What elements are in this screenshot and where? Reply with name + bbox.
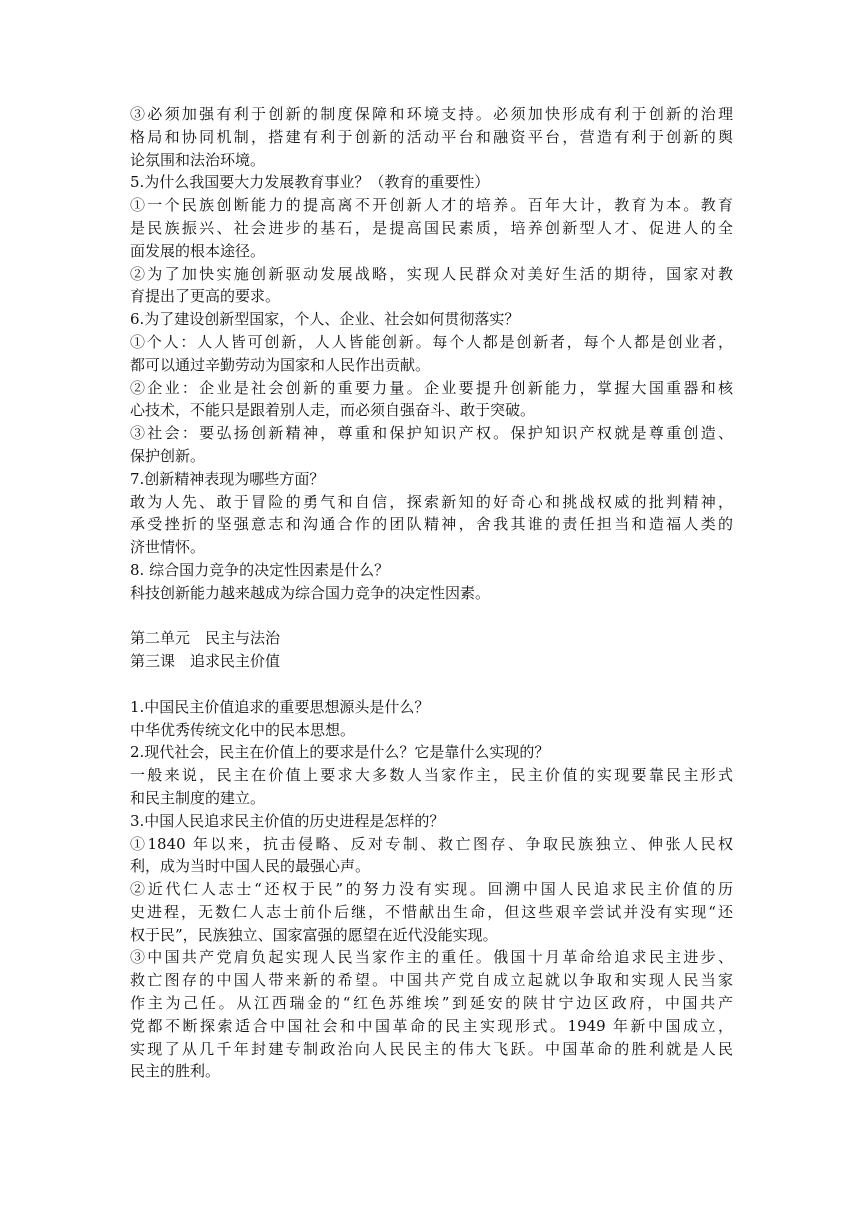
text-line: 党都不断探索适合中国社会和中国革命的民主实现形式。1949 年新中国成立， bbox=[130, 1016, 733, 1035]
text-line: ②近代仁人志士“还权于民”的努力没有实现。回溯中国人民追求民主价值的历 bbox=[130, 880, 733, 899]
text-line: 面发展的根本途径。 bbox=[130, 241, 266, 260]
blank-line bbox=[130, 605, 733, 628]
text-line: 权于民”，民族独立、国家富强的愿望在近代没能实现。 bbox=[130, 925, 498, 944]
text-line: 救亡图存的中国人带来新的希望。中国共产党自成立起就以争取和实现人民当家 bbox=[130, 971, 733, 990]
text-line: ①1840 年以来，抗击侵略、反对专制、救亡图存、争取民族独立、伸张人民权 bbox=[130, 834, 733, 853]
text-line: ①一个民族创断能力的提高离不开创新人才的培养。百年大计，教育为本。教育 bbox=[130, 196, 733, 215]
text-line: 5.为什么我国要大力发展教育事业？（教育的重要性） bbox=[130, 173, 490, 192]
text-line: 实现了从几千年封建专制政治向人民民主的伟大飞跃。中国革命的胜利就是人民 bbox=[130, 1039, 733, 1058]
text-line: 济世情怀。 bbox=[130, 538, 206, 557]
text-line: 心技术，不能只是跟着别人走，而必须自强奋斗、敢于突破。 bbox=[130, 401, 536, 420]
text-line: 都可以通过辛勤劳动为国家和人民作出贡献。 bbox=[130, 355, 431, 374]
text-line: 第三课 追求民主价值 bbox=[130, 652, 281, 671]
text-line: 6.为了建设创新型国家，个人、企业、社会如何贯彻落实？ bbox=[130, 310, 520, 329]
text-line: 1.中国民主价值追求的重要思想源头是什么？ bbox=[130, 697, 430, 716]
text-line: 2.现代社会，民主在价值上的要求是什么？它是靠什么实现的？ bbox=[130, 743, 550, 762]
text-line: 7.创新精神表现为哪些方面？ bbox=[130, 469, 325, 488]
text-line: 中华优秀传统文化中的民本思想。 bbox=[130, 720, 356, 739]
document-body bbox=[130, 103, 733, 1083]
text-line: 承受挫折的坚强意志和沟通合作的团队精神，舍我其谁的责任担当和造福人类的 bbox=[130, 515, 733, 534]
text-line: 8. 综合国力竞争的决定性因素是什么？ bbox=[130, 560, 390, 579]
text-line: 史进程，无数仁人志士前仆后继，不惜献出生命，但这些艰辛尝试并没有实现“还 bbox=[130, 902, 733, 921]
text-line: ①个人：人人皆可创新，人人皆能创新。每个人都是创新者，每个人都是创业者， bbox=[130, 332, 733, 351]
blank-line bbox=[130, 673, 733, 696]
text-line: 保护创新。 bbox=[130, 446, 206, 465]
text-line: 论氛围和法治环境。 bbox=[130, 150, 266, 169]
text-line: ③中国共产党肩负起实现人民当家作主的重任。俄国十月革命给追求民主进步、 bbox=[130, 948, 733, 967]
text-line: 育提出了更高的要求。 bbox=[130, 287, 281, 306]
text-line: ②为了加快实施创新驱动发展战略，实现人民群众对美好生活的期待，国家对教 bbox=[130, 264, 733, 283]
text-line: ③社会：要弘扬创新精神，尊重和保护知识产权。保护知识产权就是尊重创造、 bbox=[130, 424, 733, 443]
text-line: 利，成为当时中国人民的最强心声。 bbox=[130, 857, 371, 876]
text-line: 第二单元 民主与法治 bbox=[130, 629, 281, 648]
text-line: 作主为己任。从江西瑞金的“红色苏维埃”到延安的陕甘宁边区政府，中国共产 bbox=[130, 994, 733, 1013]
text-line: 格局和协同机制，搭建有利于创新的活动平台和融资平台，营造有利于创新的舆 bbox=[130, 127, 733, 146]
text-line: 一般来说，民主在价值上要求大多数人当家作主，民主价值的实现要靠民主形式 bbox=[130, 766, 733, 785]
text-line: ②企业：企业是社会创新的重要力量。企业要提升创新能力，掌握大国重器和核 bbox=[130, 378, 733, 397]
text-line: 敢为人先、敢于冒险的勇气和自信，探索新知的好奇心和挑战权威的批判精神， bbox=[130, 492, 733, 511]
text-line: 科技创新能力越来越成为综合国力竞争的决定性因素。 bbox=[130, 583, 491, 602]
text-line: 和民主制度的建立。 bbox=[130, 788, 266, 807]
text-line: 是民族振兴、社会进步的基石，是提高国民素质，培养创新型人才、促进人的全 bbox=[130, 218, 733, 237]
text-line: 3.中国人民追求民主价值的历史进程是怎样的？ bbox=[130, 811, 445, 830]
text-line: ③必须加强有利于创新的制度保障和环境支持。必须加快形成有利于创新的治理 bbox=[130, 105, 733, 123]
text-line: 民主的胜利。 bbox=[130, 1062, 221, 1081]
